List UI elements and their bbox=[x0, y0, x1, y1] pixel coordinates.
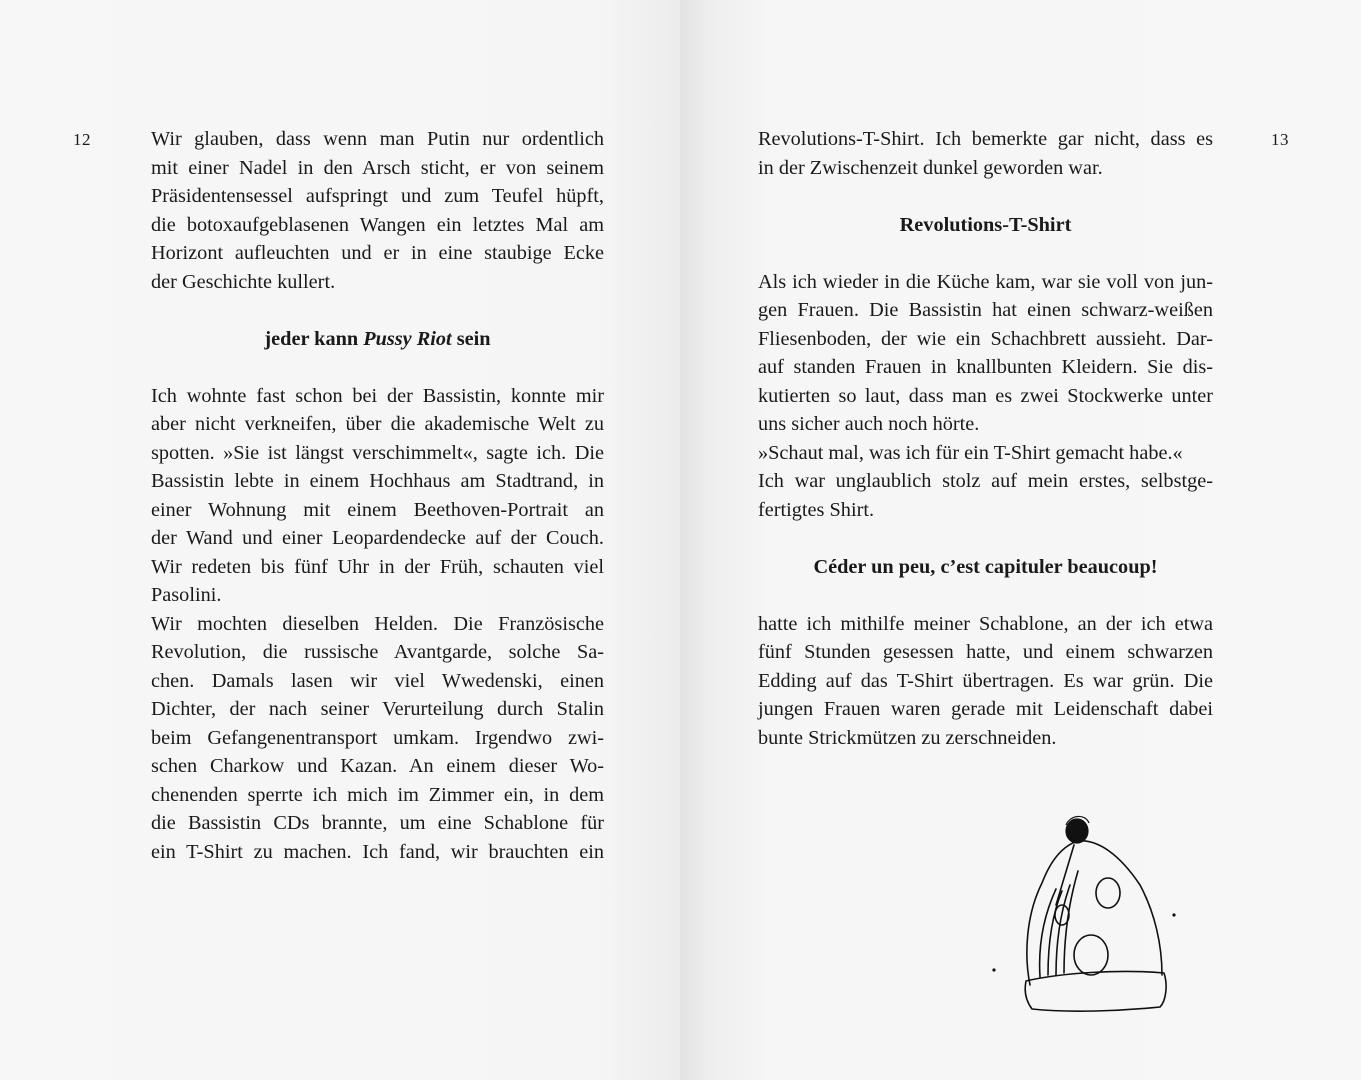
text-line: Präsidentensessel aufspringt und zum Teufel hüpft, bbox=[151, 185, 604, 207]
section-heading-ceder-un-peu: Céder un peu, c’est capituler beaucoup! bbox=[813, 555, 1158, 578]
text-line: die Bassistin CDs brannte, um eine Schablone für bbox=[151, 812, 604, 834]
text-line: fünf Stunden gesessen hatte, und einem schwarzen bbox=[758, 641, 1213, 663]
paragraph bbox=[758, 610, 1213, 753]
text-line: in der Zwischenzeit dunkel geworden war. bbox=[758, 156, 1103, 179]
text-line: der Geschichte kullert. bbox=[151, 270, 336, 293]
knit-hat-drawing bbox=[990, 805, 1180, 1015]
text-line: Pasolini. bbox=[151, 584, 222, 606]
text-line: Bassistin lebte in einem Hochhaus am Stadtrand, in bbox=[151, 470, 604, 492]
paragraph bbox=[758, 268, 1213, 439]
heading-italic-text: Pussy Riot bbox=[363, 327, 452, 350]
section-heading-pussy-riot bbox=[151, 325, 604, 354]
text-line: »Schaut mal, was ich für ein T-Shirt gemacht habe.« bbox=[758, 441, 1183, 464]
text-line: uns sicher auch noch hörte. bbox=[758, 413, 980, 435]
text-line: jungen Frauen waren gerade mit Leidenschaft dabei bbox=[758, 698, 1213, 720]
section-heading-revolutions-t-shirt: Revolutions-T-Shirt bbox=[899, 213, 1072, 236]
paragraph bbox=[151, 125, 604, 296]
text-line: fertigtes Shirt. bbox=[758, 498, 875, 521]
text-line: hatte ich mithilfe meiner Schablone, an der ich etwa bbox=[758, 612, 1213, 635]
text-line: Ich wohnte fast schon bei der Bassistin, konnte mir bbox=[151, 384, 604, 407]
text-line: chenenden sperrte ich mich im Zimmer ein, in dem bbox=[151, 783, 604, 806]
text-line: gen Frauen. Die Bassistin hat einen schwarz-weißen bbox=[758, 299, 1213, 321]
text-line: chen. Damals lasen wir viel Wwedenski, einen bbox=[151, 669, 604, 692]
text-line: die botoxaufgeblasenen Wangen ein letztes Mal am bbox=[151, 213, 604, 236]
paragraph bbox=[758, 467, 1213, 524]
paragraph bbox=[151, 610, 604, 867]
text-line: Edding auf das T-Shirt übertragen. Es war grün. Die bbox=[758, 669, 1213, 692]
text-line: Revolution, die russische Avantgarde, solche Sa- bbox=[151, 641, 604, 663]
text-line: ein T-Shirt zu machen. Ich fand, wir brauchten ein bbox=[151, 840, 604, 863]
text-line: Fliesenboden, der wie ein Schachbrett aussieht. Dar- bbox=[758, 327, 1213, 350]
heading-text: jeder kann bbox=[264, 327, 364, 350]
text-line: schen Charkow und Kazan. An einem dieser Wo- bbox=[151, 755, 604, 777]
text-line: Als ich wieder in die Küche kam, war sie voll von jun- bbox=[758, 270, 1213, 293]
text-line: Dichter, der nach seiner Verurteilung durch Stalin bbox=[151, 698, 604, 720]
text-line: Revolutions-T-Shirt. Ich bemerkte gar nicht, dass es bbox=[758, 128, 1213, 150]
paragraph bbox=[758, 439, 1213, 468]
text-line: spotten. »Sie ist längst verschimmelt«, sagte ich. Die bbox=[151, 441, 604, 464]
text-line: auf standen Frauen in knallbunten Kleidern. Sie dis- bbox=[758, 356, 1213, 378]
text-line: Wir redeten bis fünf Uhr in der Früh, schauten viel bbox=[151, 555, 604, 578]
text-line: Wir mochten dieselben Helden. Die Französische bbox=[151, 612, 604, 635]
heading-text: sein bbox=[451, 327, 491, 350]
text-line: der Wand und einer Leopardendecke auf der Couch. bbox=[151, 527, 604, 549]
page-number-right: 13 bbox=[1271, 130, 1289, 149]
text-line: Horizont aufleuchten und er in eine staubige Ecke bbox=[151, 242, 604, 264]
right-text-column bbox=[758, 125, 1213, 752]
text-line: beim Gefangenentransport umkam. Irgendwo zwi- bbox=[151, 726, 604, 749]
text-line: kutierten so laut, dass man es zwei Stockwerke unter bbox=[758, 384, 1213, 407]
paragraph bbox=[758, 125, 1213, 182]
text-line: einer Wohnung mit einem Beethoven-Portrait an bbox=[151, 498, 604, 521]
text-line: aber nicht verkneifen, über die akademische Welt zu bbox=[151, 413, 604, 435]
text-line: Wir glauben, dass wenn man Putin nur ordentlich bbox=[151, 128, 604, 150]
paragraph bbox=[151, 382, 604, 610]
page-number-left: 12 bbox=[73, 130, 91, 149]
text-line: mit einer Nadel in den Arsch sticht, er von seinem bbox=[151, 156, 604, 179]
text-line: Ich war unglaublich stolz auf mein erstes, selbstge- bbox=[758, 470, 1213, 492]
left-text-column bbox=[151, 125, 604, 866]
text-line: bunte Strickmützen zu zerschneiden. bbox=[758, 726, 1057, 749]
